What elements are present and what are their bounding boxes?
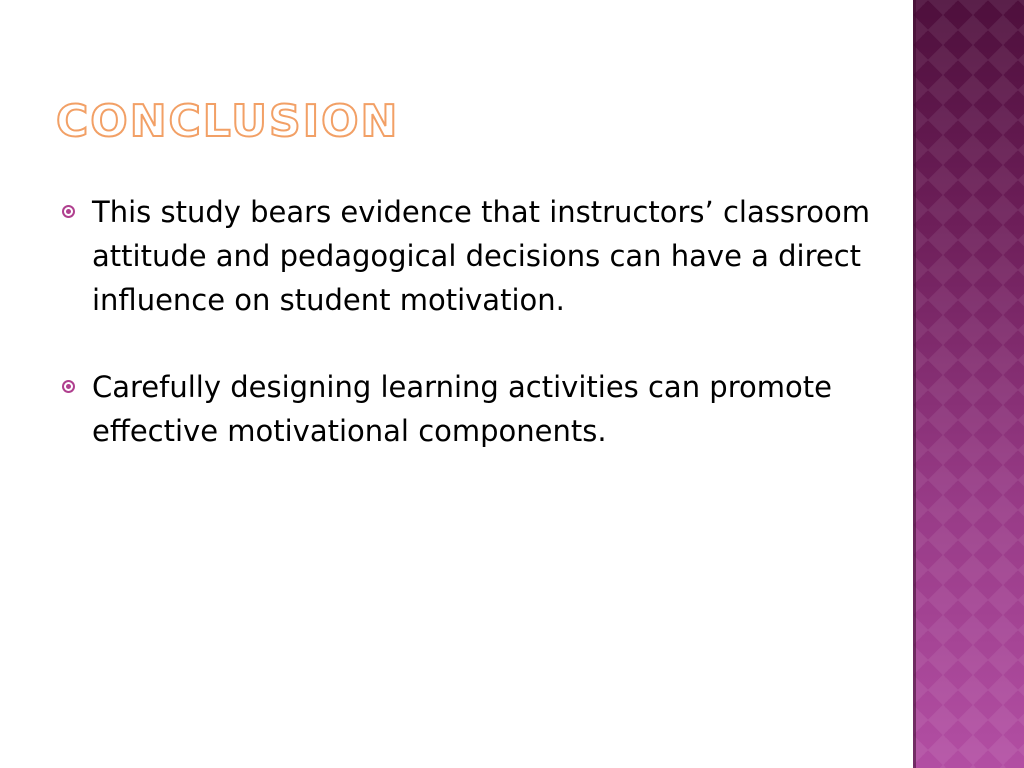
radio-bullet-icon (62, 205, 75, 218)
radio-bullet-icon (62, 380, 75, 393)
decorative-side-band (913, 0, 1024, 768)
bullet-text: This study bears evidence that instructors’ classroom attitude and pedagogical decisions can have a direct influence on student motivation. (92, 195, 870, 317)
bullet-item (62, 365, 892, 453)
slide-title: CONCLUSION (56, 96, 400, 147)
bullet-list (62, 190, 892, 496)
bullet-item (62, 190, 892, 322)
bullet-text: Carefully designing learning activities can promote effective motivational components. (92, 370, 832, 448)
